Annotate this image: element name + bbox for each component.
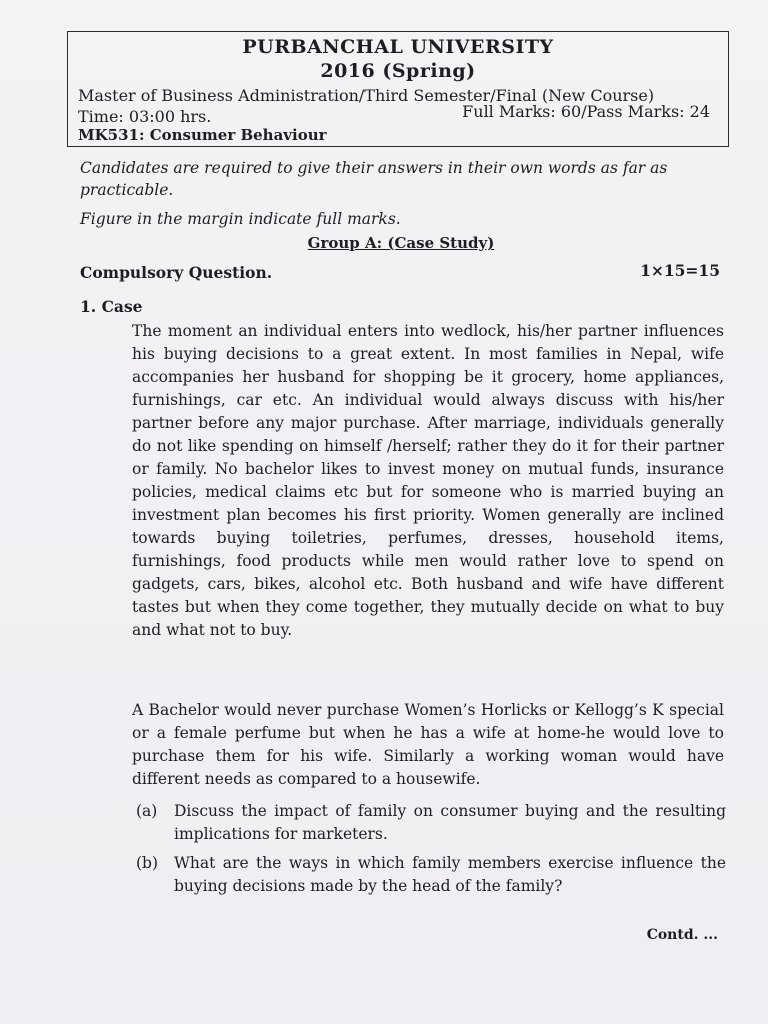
group-title: Group A: (Case Study) bbox=[307, 234, 495, 252]
case-heading: 1. Case bbox=[80, 297, 143, 316]
question-b-text: What are the ways in which family members exercise influence the buying decisions made by the head of the family? bbox=[174, 854, 726, 895]
exam-marks: Full Marks: 60/Pass Marks: 24 bbox=[462, 102, 710, 121]
course-code: MK531: Consumer Behaviour bbox=[78, 126, 327, 144]
case-paragraph-1: The moment an individual enters into wedlock, his/her partner influences his buying decisions to a great extent. In most families in Nepal, wife accompanies her husband for shopping be it grocery, home appliances, furnishings, car etc. An individual would always discuss with his/her partner before any major purchase. After marriage, individuals generally do not like spending on himself /herself; rather they do it for their partner or family. No bachelor likes to invest money on mutual funds, insurance policies, medical claims etc but for someone who is married buying an investment plan becomes his first priority. Women generally are inclined towards buying toiletries, perfumes, dresses, household items, furnishings, food products while men would rather love to spend on gadgets, cars, bikes, alcohol etc. Both husband and wife have different tastes but when they come together, they mutually decide on what to buy and what not to buy. bbox=[132, 322, 724, 639]
exam-year: 2016 (Spring) bbox=[320, 60, 476, 82]
question-a-text: Discuss the impact of family on consumer buying and the resulting implications for marketers. bbox=[174, 802, 726, 843]
question-b-label: (b) bbox=[136, 854, 159, 872]
compulsory-label: Compulsory Question. bbox=[80, 263, 273, 282]
university-name: PURBANCHAL UNIVERSITY bbox=[242, 36, 554, 58]
program-line: Master of Business Administration/Third Semester/Final (New Course) bbox=[78, 86, 655, 105]
exam-time: Time: 03:00 hrs. bbox=[78, 107, 212, 126]
header-box bbox=[67, 31, 729, 147]
continued-note: Contd. ... bbox=[646, 927, 718, 943]
case-paragraph-2: A Bachelor would never purchase Women’s Horlicks or Kellogg’s K special or a female perfume but when he has a wife at home-he would love to purchase them for his wife. Similarly a working woman would have different needs as compared to a housewife. bbox=[132, 701, 724, 788]
instruction-answers: Candidates are required to give their answers in their own words as far as practicable. bbox=[80, 159, 668, 199]
instruction-marks: Figure in the margin indicate full marks. bbox=[80, 210, 401, 228]
question-a-label: (a) bbox=[136, 802, 158, 820]
group-score: 1×15=15 bbox=[640, 261, 720, 280]
